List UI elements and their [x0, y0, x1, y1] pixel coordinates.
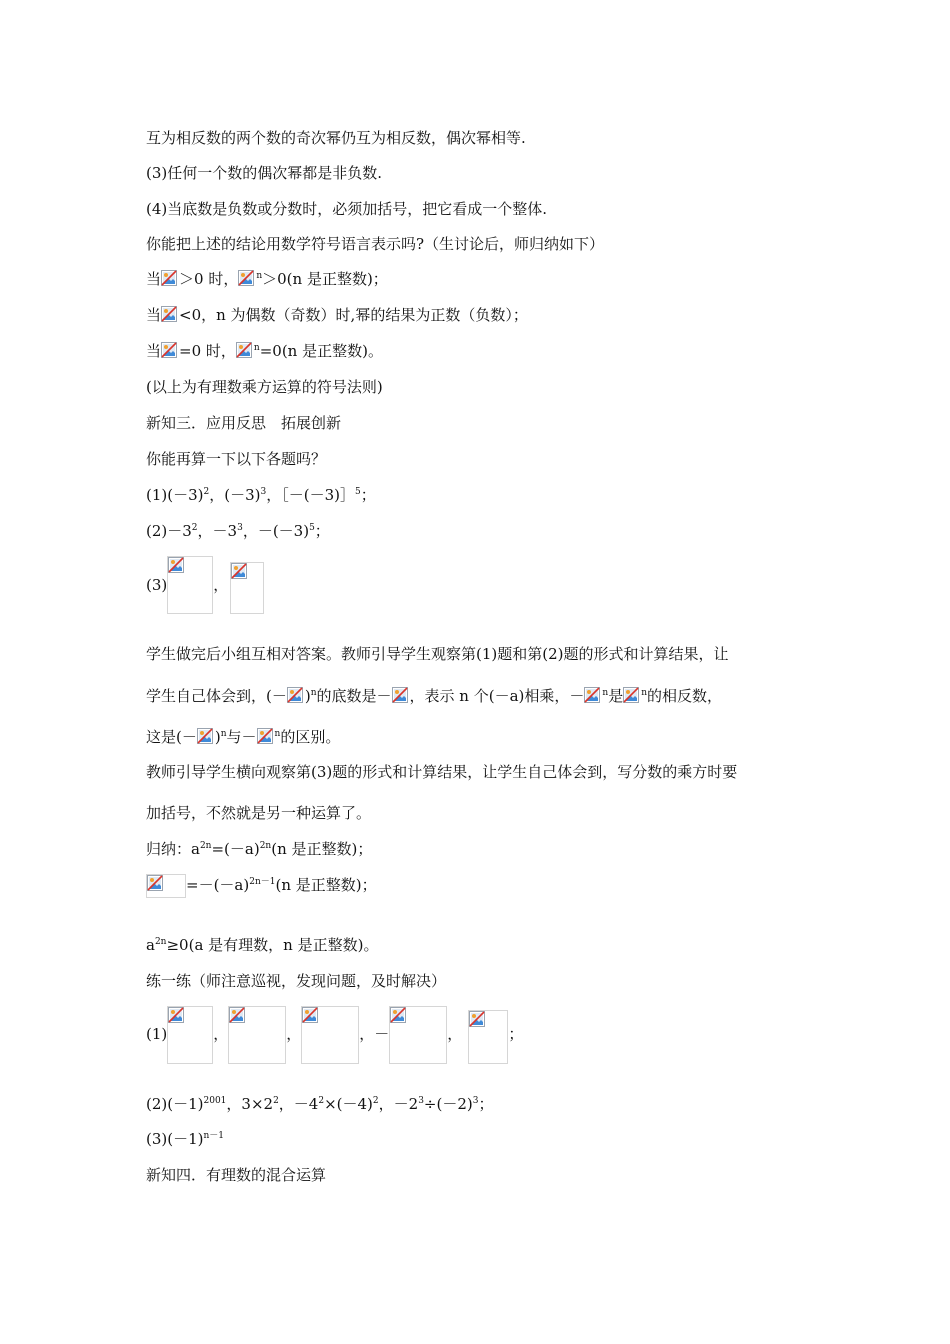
text: 当: [146, 270, 162, 288]
text: ，: [447, 1025, 463, 1043]
text-line: [146, 1129, 224, 1149]
exponent: 5: [354, 487, 361, 497]
text: 是: [608, 687, 624, 705]
text: (n 是正整数)；: [275, 876, 377, 894]
broken-image-icon: [197, 728, 215, 744]
image-placeholder: [301, 1006, 359, 1064]
text: ；: [508, 1025, 524, 1043]
exponent: 2: [372, 1096, 379, 1106]
text: 归纳：a: [146, 840, 200, 858]
text-line: [146, 305, 528, 325]
text: ，－(－3): [242, 522, 310, 540]
exponent: n: [274, 729, 281, 739]
text: ×(－4): [324, 1095, 373, 1113]
broken-image-icon: [623, 687, 641, 703]
text: ，: [213, 576, 229, 594]
exponent: 2001: [203, 1096, 227, 1106]
section-heading: 新知四．有理数的混合运算: [146, 1166, 327, 1184]
exponent: 2: [318, 1096, 325, 1106]
text: =(－a): [211, 840, 260, 858]
exponent: n: [641, 688, 647, 698]
exponent: 3: [418, 1096, 424, 1106]
text: ): [304, 687, 311, 705]
text: ＞0 时，: [179, 270, 239, 288]
text: (3): [146, 576, 168, 594]
image-placeholder: [468, 1010, 508, 1064]
text-line: [146, 1094, 494, 1114]
text-line: (3)任何一个数的偶次幂都是非负数.: [146, 164, 383, 182]
text: 的底数是－: [316, 687, 392, 705]
exponent: 2n－1: [249, 877, 276, 887]
image-placeholder: [230, 562, 264, 614]
text-line: [146, 485, 376, 505]
text-line: (4)当底数是负数或分数时，必须加括号，把它看成一个整体.: [146, 200, 548, 218]
text: 的区别。: [280, 728, 341, 746]
exponent: n: [253, 343, 260, 353]
text: 的相反数，: [647, 687, 723, 705]
text-line: 练一练（师注意巡视，发现问题，及时解决）: [146, 972, 447, 990]
broken-image-icon: [257, 728, 275, 744]
text: (2)(－1): [146, 1095, 204, 1113]
text-line: [146, 1004, 523, 1064]
text: ；: [314, 522, 330, 540]
text-line: [146, 341, 383, 361]
text: ): [214, 728, 221, 746]
text: ；: [360, 486, 376, 504]
exponent: 2: [191, 523, 198, 533]
broken-image-icon: [238, 270, 256, 286]
text: =－(－a): [186, 876, 250, 894]
exponent: n: [310, 688, 317, 698]
text: ＞0(n 是正整数)；: [262, 270, 388, 288]
text: ≥0(a 是有理数，n 是正整数)。: [166, 936, 379, 954]
text: =0 时，: [179, 342, 236, 360]
exponent: 2: [273, 1096, 279, 1106]
text: ，: [213, 1025, 229, 1043]
broken-image-icon: [584, 687, 602, 703]
text: ；: [478, 1095, 494, 1113]
text-line: 加括号，不然就是另一种运算了。: [146, 804, 372, 822]
text: (3)(－1): [146, 1130, 204, 1148]
text: =0(n 是正整数)。: [259, 342, 383, 360]
text-line: [146, 839, 372, 859]
text: (1): [146, 1025, 168, 1043]
exponent: 2n: [154, 937, 167, 947]
exponent: n－1: [203, 1131, 225, 1141]
text: ，(－3): [209, 486, 261, 504]
text-line: 你能把上述的结论用数学符号语言表示吗?（生讨论后，师归纳如下）: [146, 235, 605, 253]
exponent: 5: [309, 523, 315, 533]
image-placeholder: [389, 1006, 447, 1064]
text: 学生自己体会到，(－: [146, 687, 287, 705]
text-line: [146, 686, 722, 706]
text: ÷(－2): [423, 1095, 473, 1113]
text: ，－4: [278, 1095, 319, 1113]
text: 这是(－: [146, 728, 197, 746]
text: ，［－(－3)］: [266, 486, 355, 504]
broken-image-icon: [236, 342, 254, 358]
exponent: 2n: [199, 841, 212, 851]
text-line: (以上为有理数乘方运算的符号法则): [146, 378, 383, 396]
text-line: [146, 521, 330, 541]
text-line: 你能再算一下以下各题吗？: [146, 450, 327, 468]
exponent: 3: [472, 1096, 479, 1106]
text: ，: [286, 1025, 302, 1043]
image-placeholder: [228, 1006, 286, 1064]
image-placeholder: [146, 874, 186, 898]
text: ，－: [359, 1025, 390, 1043]
exponent: 3: [237, 523, 243, 533]
exponent: n: [220, 729, 227, 739]
broken-image-icon: [287, 687, 305, 703]
text-line: [146, 935, 378, 955]
text: ，表示 n 个(－a)相乘，－: [409, 687, 585, 705]
exponent: n: [602, 688, 609, 698]
text-line: 教师引导学生横向观察第(3)题的形式和计算结果，让学生自己体会到，写分数的乘方时要: [146, 763, 738, 781]
image-placeholder: [167, 556, 213, 614]
text: 当: [146, 306, 162, 324]
text-line: [146, 269, 388, 289]
broken-image-icon: [161, 306, 179, 322]
text: 当: [146, 342, 162, 360]
text: (n 是正整数)；: [271, 840, 373, 858]
text: ，－2: [378, 1095, 419, 1113]
text: (1)(－3): [146, 486, 204, 504]
text-line: [146, 727, 340, 747]
text: 与－: [226, 728, 257, 746]
exponent: n: [256, 271, 263, 281]
text-line: [146, 556, 264, 614]
exponent: 3: [260, 487, 267, 497]
broken-image-icon: [161, 270, 179, 286]
section-heading: 新知三．应用反思 拓展创新: [146, 414, 342, 432]
text-line: 互为相反数的两个数的奇次幂仍互为相反数，偶次幂相等.: [146, 129, 526, 147]
text: ，3×2: [226, 1095, 274, 1113]
broken-image-icon: [161, 342, 179, 358]
text: <0，n 为偶数（奇数）时,幂的结果为正数（负数）；: [179, 306, 528, 324]
exponent: 2n: [259, 841, 272, 851]
text: ，－3: [197, 522, 238, 540]
exponent: 2: [203, 487, 210, 497]
text-line: [146, 872, 377, 898]
image-placeholder: [167, 1006, 213, 1064]
text: a: [146, 936, 155, 954]
text: (2)－3: [146, 522, 192, 540]
text-line: 学生做完后小组互相对答案。教师引导学生观察第(1)题和第(2)题的形式和计算结果，让: [146, 645, 729, 663]
broken-image-icon: [392, 687, 410, 703]
